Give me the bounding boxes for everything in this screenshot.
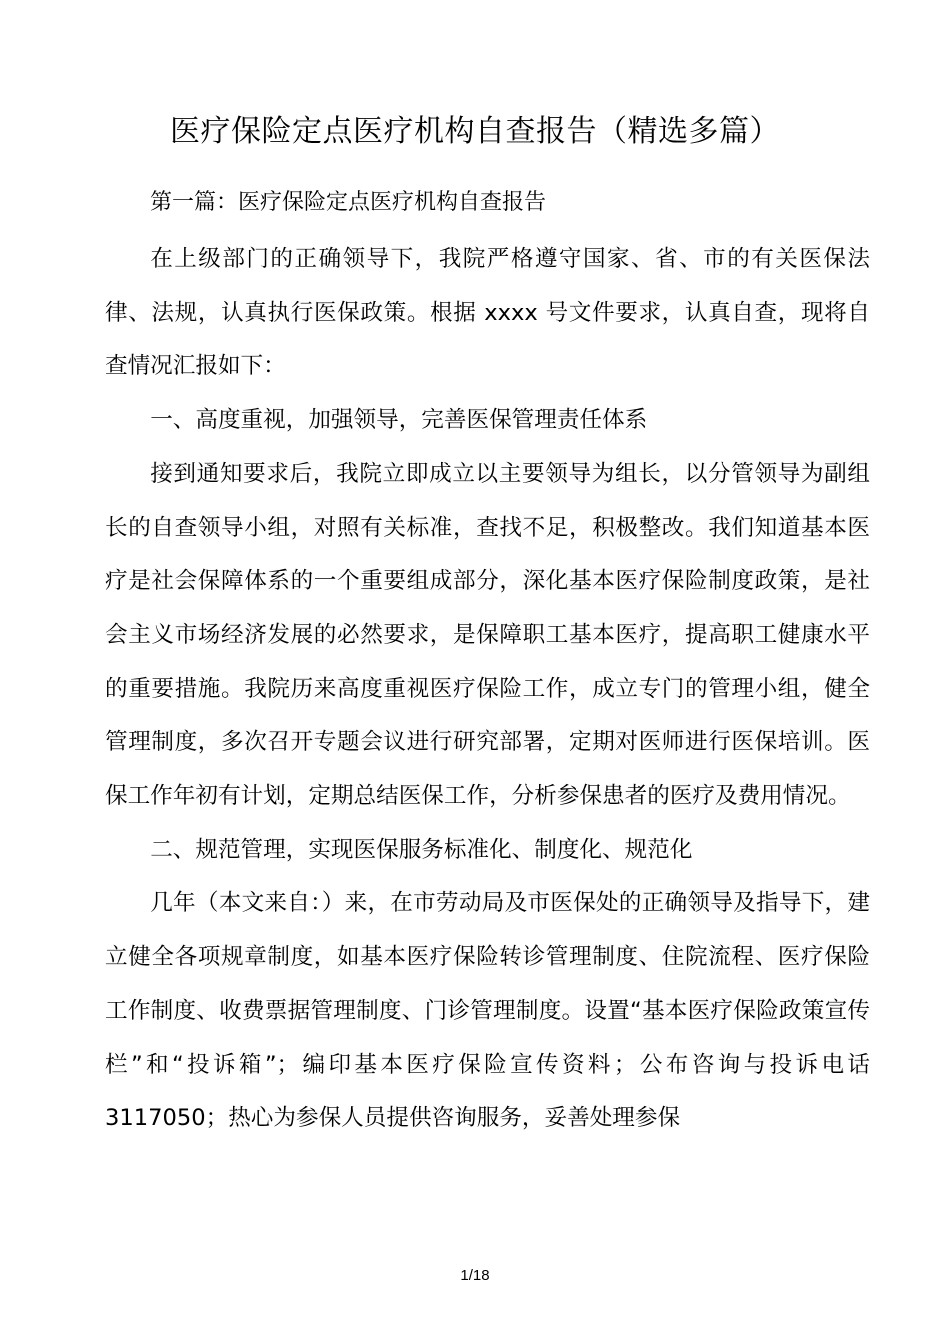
heading-part-two: 二、规范管理，实现医保服务标准化、制度化、规范化: [150, 836, 693, 863]
heading-part-one: 一、高度重视，加强领导，完善医保管理责任体系: [150, 407, 648, 434]
document-body: [105, 233, 870, 1146]
document-title: 医疗保险定点医疗机构自查报告（精选多篇）: [170, 114, 780, 149]
paragraph-part-two: 几年（本文来自：）来，在市劳动局及市医保处的正确领导及指导下，建立健全各项规章制度，如基本医疗保险转诊管理制度、住院流程、医疗保险工作制度、收费票据管理制度、门诊管理制度。设置“基本医疗保险政策宣传栏”和“投诉箱”；编印基本医疗保险宣传资料；公布咨询与投诉电话 3117050；热心为参保人员提供咨询服务，妥善处理参保: [105, 890, 870, 1132]
paragraph-intro: 在上级部门的正确领导下，我院严格遵守国家、省、市的有关医保法律、法规，认真执行医保政策。根据 xxxx 号文件要求，认真自查，现将自查情况汇报如下：: [105, 246, 870, 380]
section-heading: 第一篇：医疗保险定点医疗机构自查报告: [150, 190, 547, 215]
paragraph-part-one: 接到通知要求后，我院立即成立以主要领导为组长，以分管领导为副组长的自查领导小组，对照有关标准，查找不足，积极整改。我们知道基本医疗是社会保障体系的一个重要组成部分，深化基本医疗保险制度政策，是社会主义市场经济发展的必然要求，是保障职工基本医疗，提高职工健康水平的重要措施。我院历来高度重视医疗保险工作，成立专门的管理小组，健全管理制度，多次召开专题会议进行研究部署，定期对医师进行医保培训。医保工作年初有计划，定期总结医保工作，分析参保患者的医疗及费用情况。: [105, 460, 870, 810]
page-number: 1/18: [460, 1267, 490, 1284]
